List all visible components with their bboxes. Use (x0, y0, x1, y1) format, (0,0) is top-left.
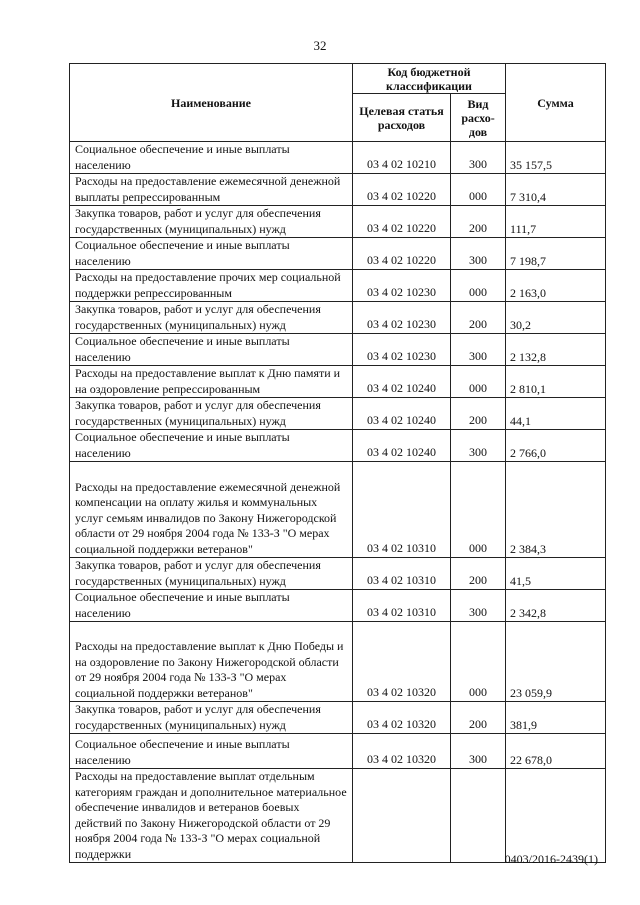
row-name: Социальное обеспечение и иные выплаты населению (70, 734, 353, 769)
row-name: Социальное обеспечение и иные выплаты населению (70, 238, 353, 270)
row-name: Социальное обеспечение и иные выплаты населению (70, 142, 353, 174)
row-target-code: 03 4 02 10220 (353, 206, 451, 238)
row-target-code: 03 4 02 10210 (353, 142, 451, 174)
table-row (70, 334, 606, 366)
row-name: Социальное обеспечение и иные выплаты населению (70, 334, 353, 366)
table-row (70, 558, 606, 590)
table-row (70, 366, 606, 398)
row-name: Закупка товаров, работ и услуг для обеспечения государственных (муниципальных) нужд (70, 302, 353, 334)
row-target-code: 03 4 02 10240 (353, 430, 451, 462)
row-amount: 2 384,3 (506, 462, 606, 558)
row-target-code: 03 4 02 10310 (353, 590, 451, 622)
table-row (70, 270, 606, 302)
row-expense-type: 200 (451, 558, 506, 590)
row-expense-type: 000 (451, 366, 506, 398)
budget-table (69, 63, 606, 863)
header-expense-type: Вид расхо-дов (451, 94, 506, 142)
table-row (70, 462, 606, 558)
row-expense-type: 200 (451, 302, 506, 334)
row-target-code: 03 4 02 10220 (353, 238, 451, 270)
row-expense-type: 200 (451, 398, 506, 430)
row-name: Расходы на предоставление выплат к Дню памяти и на оздоровление репрессированным (70, 366, 353, 398)
row-name: Расходы на предоставление ежемесячной денежной выплаты репрессированным (70, 174, 353, 206)
row-amount: 30,2 (506, 302, 606, 334)
row-name: Закупка товаров, работ и услуг для обеспечения государственных (муниципальных) нужд (70, 206, 353, 238)
row-target-code: 03 4 02 10320 (353, 702, 451, 734)
table-row (70, 734, 606, 769)
row-target-code: 03 4 02 10230 (353, 302, 451, 334)
row-amount: 2 132,8 (506, 334, 606, 366)
table-row (70, 622, 606, 702)
row-expense-type: 000 (451, 270, 506, 302)
row-expense-type: 300 (451, 430, 506, 462)
row-amount: 7 310,4 (506, 174, 606, 206)
row-name: Закупка товаров, работ и услуг для обеспечения государственных (муниципальных) нужд (70, 702, 353, 734)
row-name: Расходы на предоставление ежемесячной денежной компенсации на оплату жилья и коммунальных услуг семьям инвалидов по Закону Нижегородской области от 29 ноября 2004 года № 133-З "О мерах социальной поддержки ветеранов" (70, 462, 353, 558)
row-target-code (353, 769, 451, 863)
row-target-code: 03 4 02 10310 (353, 462, 451, 558)
header-amount: Сумма (506, 64, 606, 142)
row-amount: 35 157,5 (506, 142, 606, 174)
row-name: Закупка товаров, работ и услуг для обеспечения государственных (муниципальных) нужд (70, 398, 353, 430)
table-row (70, 769, 606, 863)
table-row (70, 430, 606, 462)
header-target-article: Целевая статья расходов (353, 94, 451, 142)
header-name: Наименование (70, 64, 353, 142)
table-row (70, 238, 606, 270)
table-row (70, 590, 606, 622)
table-row (70, 142, 606, 174)
row-expense-type: 200 (451, 206, 506, 238)
row-name: Расходы на предоставление выплат к Дню Победы и на оздоровление по Закону Нижегородской области от 29 ноября 2004 года № 133-З "О мерах социальной поддержки ветеранов" (70, 622, 353, 702)
row-target-code: 03 4 02 10320 (353, 734, 451, 769)
row-expense-type: 000 (451, 174, 506, 206)
table-row (70, 206, 606, 238)
row-expense-type (451, 769, 506, 863)
row-amount: 111,7 (506, 206, 606, 238)
table-row (70, 174, 606, 206)
row-amount: 381,9 (506, 702, 606, 734)
row-target-code: 03 4 02 10240 (353, 398, 451, 430)
row-expense-type: 300 (451, 334, 506, 366)
row-amount: 2 766,0 (506, 430, 606, 462)
row-name: Социальное обеспечение и иные выплаты населению (70, 430, 353, 462)
page-number: 32 (313, 38, 327, 53)
row-target-code: 03 4 02 10320 (353, 622, 451, 702)
row-expense-type: 300 (451, 734, 506, 769)
row-amount: 23 059,9 (506, 622, 606, 702)
row-amount: 44,1 (506, 398, 606, 430)
row-expense-type: 300 (451, 238, 506, 270)
row-target-code: 03 4 02 10310 (353, 558, 451, 590)
document-code: 0403/2016-2439(1) (504, 852, 598, 866)
row-name: Расходы на предоставление прочих мер социальной поддержки репрессированным (70, 270, 353, 302)
row-name: Социальное обеспечение и иные выплаты населению (70, 590, 353, 622)
row-amount: 7 198,7 (506, 238, 606, 270)
row-target-code: 03 4 02 10230 (353, 270, 451, 302)
row-expense-type: 300 (451, 142, 506, 174)
row-name: Расходы на предоставление выплат отдельным категориям граждан и дополнительное материальное обеспечение инвалидов и ветеранов боевых действий по Закону Нижегородской области от 29 ноября 2004 года № 133-З "О мерах социальной поддержки (70, 769, 353, 863)
row-expense-type: 000 (451, 622, 506, 702)
row-amount: 22 678,0 (506, 734, 606, 769)
table-body (70, 142, 606, 863)
row-amount (506, 769, 606, 863)
row-amount: 2 163,0 (506, 270, 606, 302)
row-target-code: 03 4 02 10240 (353, 366, 451, 398)
row-amount: 2 810,1 (506, 366, 606, 398)
table-row (70, 702, 606, 734)
row-amount: 41,5 (506, 558, 606, 590)
row-expense-type: 300 (451, 590, 506, 622)
row-expense-type: 000 (451, 462, 506, 558)
table-row (70, 302, 606, 334)
row-expense-type: 200 (451, 702, 506, 734)
header-code-group: Код бюджетной классификации (353, 64, 506, 94)
table-row (70, 398, 606, 430)
row-target-code: 03 4 02 10230 (353, 334, 451, 366)
row-name: Закупка товаров, работ и услуг для обеспечения государственных (муниципальных) нужд (70, 558, 353, 590)
row-target-code: 03 4 02 10220 (353, 174, 451, 206)
row-amount: 2 342,8 (506, 590, 606, 622)
